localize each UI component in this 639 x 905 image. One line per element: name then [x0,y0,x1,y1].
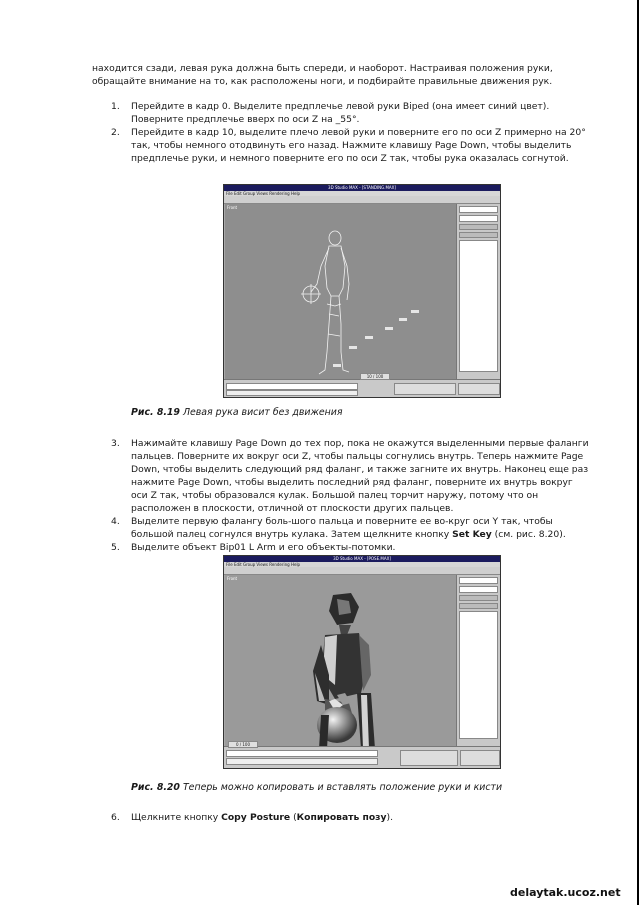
copy-posture-label: Copy Posture [221,812,291,823]
figure-label: Рис. 8.19 [131,407,180,418]
step-text-mid: ( [290,812,297,823]
step-text-tail: (см. рис. 8.20). [491,529,566,540]
figure-caption-text: Левая рука висит без движения [182,407,343,418]
document-page [92,62,592,165]
step-number: 2. [111,127,120,138]
step-number: 4. [111,516,120,527]
figure-8-20-screenshot [223,555,501,769]
menu-bar: File Edit Group Views Rendering Help [224,562,500,567]
steps-list-c [92,811,592,824]
document-page-middle [92,437,592,554]
step-text: Щелкните кнопку [131,812,222,823]
command-panel [456,575,500,749]
steps-list-a [92,100,592,165]
toolbar [224,567,500,575]
step-text: Перейдите в кадр 0. Выделите предплечье левой руки Biped (она имеет синий цвет). Поверните предплечье вверх по оси Z на _55°. [131,101,550,125]
step-text: Выделите объект Bip01 L Arm и его объекты-потомки. [131,542,396,553]
copy-posture-ru-label: Копировать позу [296,812,387,823]
menu-bar: File Edit Group Views Rendering Help [224,191,500,196]
figure-label: Рис. 8.20 [131,782,180,793]
site-url: delaytak.ucoz.net [510,886,621,899]
set-key-label: Set Key [452,529,492,540]
viewport-front [225,575,458,749]
step-text: Выделите первую фалангу боль-шого пальца и поверните ее во-круг оси Y так, чтобы большой палец согнулся внутрь кулака. Затем щелкните кнопку [131,516,553,540]
step-text-tail: ). [386,812,394,823]
step-number: 1. [111,101,120,112]
status-bar [224,742,500,768]
step-text: Перейдите в кадр 10, выделите плечо левой руки и поверните его по оси Z примерно на 20° так, чтобы немного отодвинуть его назад. Нажмите клавишу Page Down, чтобы выделить предплечье руки, и немного поверните его по оси Z так, чтобы рука оказалась согнутой. [131,127,586,164]
list-item [92,541,592,554]
viewport-label: Front [227,205,238,210]
figure-caption-text: Теперь можно копировать и вставлять положение руки и кисти [182,782,503,793]
intro-paragraph: находится сзади, левая рука должна быть спереди, и наоборот. Настраивая положения руки, обращайте внимание на то, как расположены ноги, и подбирайте правильные движения рук. [92,63,553,87]
viewport-front [225,204,458,382]
window-title: 3D Studio MAX - [STANDING.MAX] [224,185,500,191]
list-item [92,100,592,126]
window-title: 3D Studio MAX - [POSE.MAX] [224,556,500,562]
list-item [92,515,592,541]
document-page-bottom [92,811,592,824]
status-bar [224,374,500,397]
frame-slider[interactable]: 10 / 100 [360,373,390,380]
figure-8-19-caption [131,407,591,418]
list-item [92,811,592,824]
frame-slider[interactable]: 0 / 100 [228,741,258,748]
step-number: 5. [111,542,120,553]
figure-8-20-caption [131,782,591,793]
steps-list-b [92,437,592,554]
list-item [92,126,592,165]
biped-shaded-model [225,575,458,749]
figure-8-19-screenshot [223,184,501,398]
step-number: 6. [111,812,120,823]
step-text: Нажимайте клавишу Page Down до тех пор, пока не окажутся выделенными первые фаланги пальцев. Поверните их вокруг оси Z, чтобы пальцы согнулись внутрь. Теперь нажмите Page Down, чтобы выделить следующий ряд фаланг, и также загните их внутрь. Наконец еще раз нажмите Page Down, чтобы выделить последний ряд фаланг, поверните их внутрь вокруг оси Z так, чтобы образовался кулак. Большой палец торчит наружу, потому что он расположен в плоскости, отличной от плоскости других пальцев. [131,438,589,514]
command-panel [456,204,500,382]
biped-wireframe [225,204,458,382]
site-watermark [510,886,621,899]
viewport-label: Front [227,576,238,581]
list-item [92,437,592,515]
step-number: 3. [111,438,120,449]
toolbar [224,196,500,204]
